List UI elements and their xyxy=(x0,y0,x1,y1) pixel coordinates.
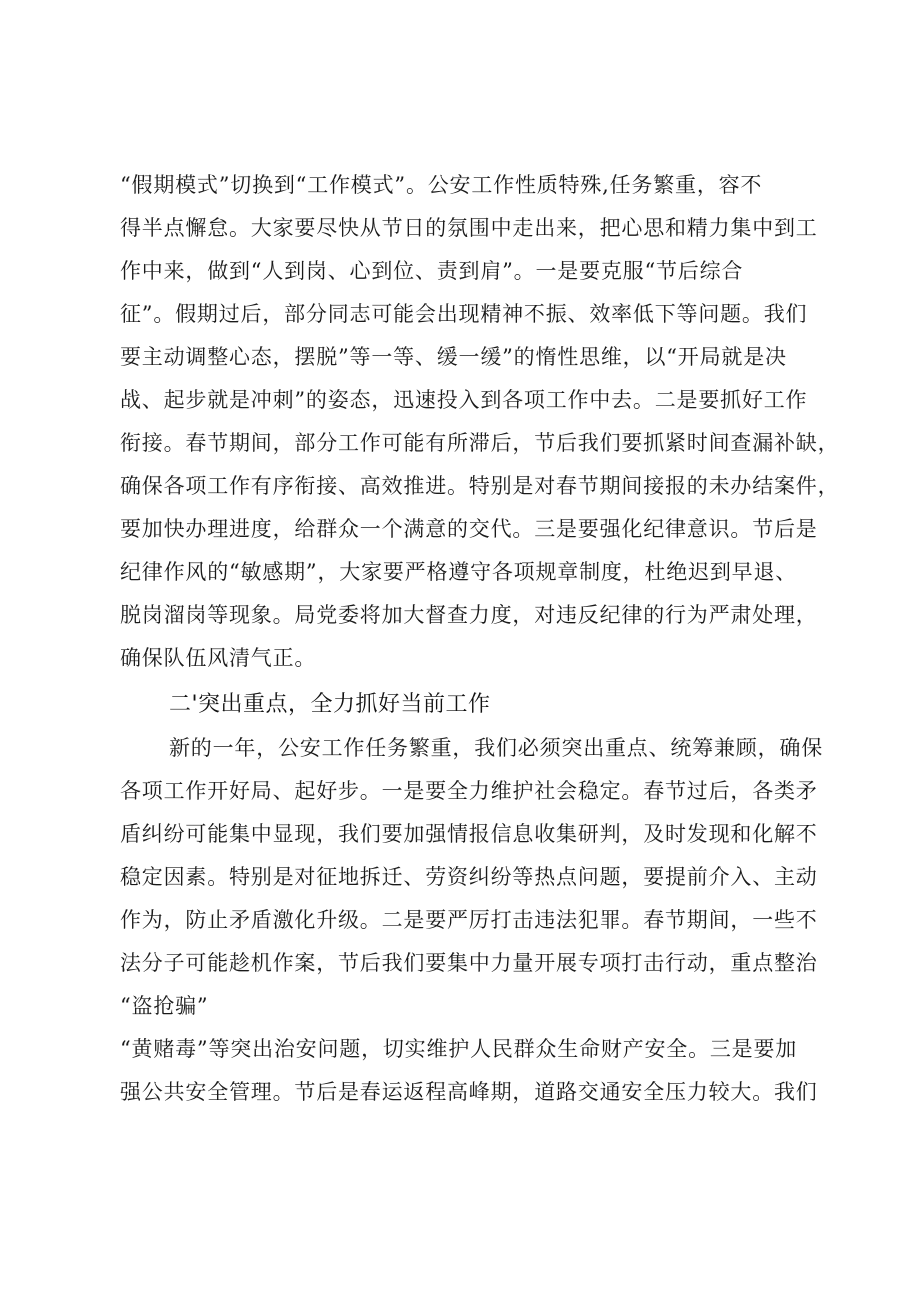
paragraph-1-line-10: 纪律作风的“敏感期”，大家要严格遵守各项规章制度，杜绝迟到早退、 xyxy=(120,560,798,584)
paragraph-1-line-3: 作中来，做到“人到岗、心到位、责到肩”。一是要克服“节后综合 xyxy=(120,259,744,283)
paragraph-2-line-6: 法分子可能趁机作案，节后我们要集中力量开展专项打击行动，重点整治 xyxy=(120,951,818,975)
paragraph-2-line-8: “黄赌毒”等突出治安问题，切实维护人民群众生命财产安全。三是要加 xyxy=(120,1037,798,1061)
paragraph-1-line-9: 要加快办理进度，给群众一个满意的交代。三是要强化纪律意识。节后是 xyxy=(120,517,818,541)
paragraph-2-line-5: 作为，防止矛盾激化升级。二是要严厉打击违法犯罪。春节期间，一些不 xyxy=(120,908,818,932)
paragraph-2-line-1: 新的一年，公安工作任务繁重，我们必须突出重点、统筹兼顾，确保 xyxy=(169,736,823,760)
paragraph-2-line-7: “盗抢骗” xyxy=(120,994,209,1018)
section-heading-2: 二'突出重点，全力抓好当前工作 xyxy=(169,692,491,717)
paragraph-2-line-9: 强公共安全管理。节后是春运返程高峰期，道路交通安全压力较大。我们 xyxy=(120,1080,818,1104)
paragraph-2-line-2: 各项工作开好局、起好步。一是要全力维护社会稳定。春节过后，各类矛 xyxy=(120,779,818,803)
paragraph-1-line-4: 征”。假期过后，部分同志可能会出现精神不振、效率低下等问题。我们 xyxy=(120,302,808,326)
paragraph-1-line-1: “假期模式”切换到“工作模式”。公安工作性质特殊,任务繁重，容不 xyxy=(120,173,763,197)
paragraph-1-line-6: 战、起步就是冲刺”的姿态，迅速投入到各项工作中去。二是要抓好工作 xyxy=(120,388,808,412)
paragraph-1-line-12: 确保队伍风清气正。 xyxy=(120,646,317,670)
paragraph-1-line-2: 得半点懈怠。大家要尽快从节日的氛围中走出来，把心思和精力集中到工 xyxy=(120,216,818,240)
paragraph-1-line-11: 脱岗溜岗等现象。局党委将加大督查力度，对违反纪律的行为严肃处理， xyxy=(120,603,818,627)
paragraph-1-line-8: 确保各项工作有序衔接、高效推进。特别是对春节期间接报的未办结案件， xyxy=(120,474,840,498)
paragraph-1-line-7: 衔接。春节期间，部分工作可能有所滞后，节后我们要抓紧时间查漏补缺， xyxy=(120,431,840,455)
paragraph-2-line-4: 稳定因素。特别是对征地拆迁、劳资纠纷等热点问题，要提前介入、主动 xyxy=(120,865,818,889)
paragraph-2-line-3: 盾纠纷可能集中显现，我们要加强情报信息收集研判，及时发现和化解不 xyxy=(120,822,818,846)
paragraph-1-line-5: 要主动调整心态，摆脱”等一等、缓一缓”的惰性思维，以“开局就是决 xyxy=(120,345,787,369)
